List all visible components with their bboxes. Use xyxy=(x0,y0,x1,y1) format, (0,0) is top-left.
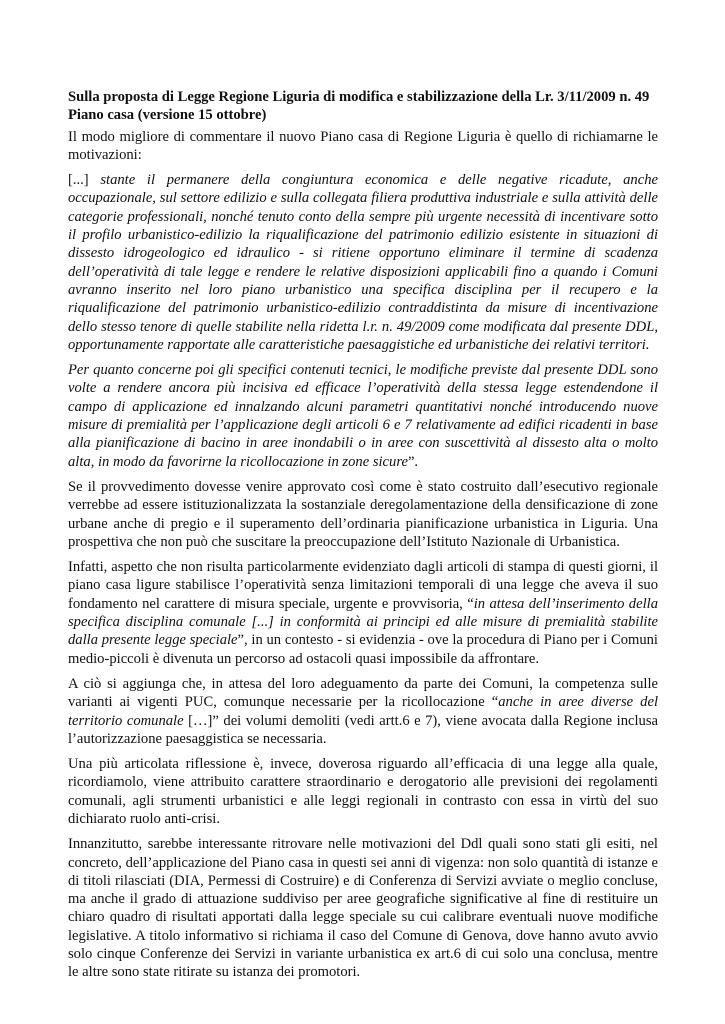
paragraph-deregulation: Se il provvedimento dovesse venire approvato così come è stato costruito dall’esecutivo regionale verrebbe ad essere istituzionalizzata la sostanziale deregolamentazione della densificazione di zone urbane anche di pregio e il superamento dell’ordinaria pianificazione urbanistica in Liguria. Una prospettiva che non può che suscitare la preoccupazione dell’Istituto Nazionale di Urbanistica. xyxy=(68,478,658,550)
text-fragment: ”, in un contesto - si evidenzia - ove la procedura di Piano per i Comuni medio-piccoli è divenuta un percorso ad ostacoli quasi impossibile da affrontare. xyxy=(68,632,658,667)
closing-quote: ”. xyxy=(407,453,419,470)
paragraph-outcomes: Innanzitutto, sarebbe interessante ritrovare nelle motivazioni del Ddl quali sono stati gli esiti, nel concreto, dell’applicazione del Piano casa in questi sei anni di vigenza: non solo quantità di istanze e di titoli rilasciati (DIA, Permessi di Costruire) e di Conferenza di Servizi avviate o meglio concluse, ma anche il grado di attuazione suddiviso per aree geografiche significative al fine di restituire un chiaro quadro di risultati apportati dalla legge speciale su cui calibrare eventuali nuove modifiche legislative. A titolo informativo si richiama il caso del Comune di Genova, dove hanno avuto avvio solo cinque Conferenze dei Servizi in variante urbanistica ex art.6 di cui solo una conclusa, mentre le altre sono state ritirate su istanza dei promotori. xyxy=(68,836,658,981)
paragraph-technical-quote xyxy=(68,361,658,471)
paragraph-temporal-limits xyxy=(68,558,658,668)
quoted-technical-contents: Per quanto concerne poi gli specifici contenuti tecnici, le modifiche previste dal presente DDL sono volte a rendere ancora più incisiva ed efficace l’operatività della stessa legge estendendone il campo di applicazione ed innalzando alcuni parametri quantitativi nonché introducendo nuove misure di premialità per l’applicazione degli articoli 6 e 7 relativamente ad edifici ricadenti in base alla pianificazione di bacino in aree inondabili o in aree con suscettività al dissesto alta o molto alta, in modo da favorirne la ricollocazione in zone sicure xyxy=(68,362,658,470)
quoted-law-text: in attesa dell’inserimento della specifica disciplina comunale [...] in conformità ai principi ed alle misure di premialità stabilite dalla presente legge speciale xyxy=(68,595,658,649)
document-title: Sulla proposta di Legge Regione Liguria di modifica e stabilizzazione della Lr. 3/11/2009 n. 49 Piano casa (versione 15 ottobre) xyxy=(68,89,650,124)
text-fragment: A ciò si aggiunga che, in attesa del loro adeguamento da parte dei Comuni, la competenza sulle varianti ai vigenti PUC, comunque necessarie per la ricollocazione “ xyxy=(68,675,658,711)
document-page xyxy=(68,88,658,989)
paragraph-intro: Il modo migliore di commentare il nuovo Piano casa di Regione Liguria è quello di richiamarne le motivazioni: xyxy=(68,128,658,163)
paragraph-efficacy: Una più articolata riflessione è, invece, doverosa riguardo all’efficacia di una legge alla quale, ricordiamolo, viene attribuito carattere straordinario e derogatorio alle previsioni dei regolamenti comunali, agli strumenti urbanistici e alle leggi regionali in contrasto con essa in virtù del suo dichiarato ruolo anti-crisi. xyxy=(68,756,658,827)
quoted-motivations: stante il permanere della congiuntura economica e delle negative ricadute, anche occupazionale, sul settore edilizio e sulla collegata filiera produttiva industriale e sulla attività delle categorie professionali, nonché tenuto conto della sempre più urgente necessità di incentivare sotto il profilo urbanistico-edilizio la riqualificazione del patrimonio edilizio esistente in situazioni di dissesto idrogeologico ed idraulico - si ritiene opportuno eliminare il termine di scadenza dell’operatività di tale legge e rendere le relative disposizioni applicabili fino a quando i Comuni avranno inserito nel loro piano urbanistico una specifica disciplina per il recupero e la riqualificazione del patrimonio urbanistico-edilizio contraddistinta da misure di incentivazione dello stesso tenore di quelle stabilite nella ridetta l.r. n. 49/2009 come modificata dal presente DDL, opportunamente rapportate alle caratteristiche paesaggistiche ed urbanistiche dei relativi territori. xyxy=(68,172,658,353)
text-fragment: […]” dei volumi demoliti (vedi artt.6 e 7), viene avocata dalla Regione inclusa l’autorizzazione paesaggistica se necessaria. xyxy=(68,712,658,747)
paragraph-competence xyxy=(68,675,658,748)
paragraph-motivations-quote xyxy=(68,171,658,354)
ellipsis-prefix: [...] xyxy=(68,172,101,189)
quoted-territory-text: anche in aree diverse del territorio comunale xyxy=(68,694,658,729)
text-fragment: Infatti, aspetto che non risulta particolarmente evidenziato dagli articoli di stampa di questi giorni, il piano casa ligure stabilisce l’operatività senza limitazioni temporali di una legge che aveva il suo fondamento nel carattere di misura speciale, urgente e provvisoria, “ xyxy=(68,559,658,612)
